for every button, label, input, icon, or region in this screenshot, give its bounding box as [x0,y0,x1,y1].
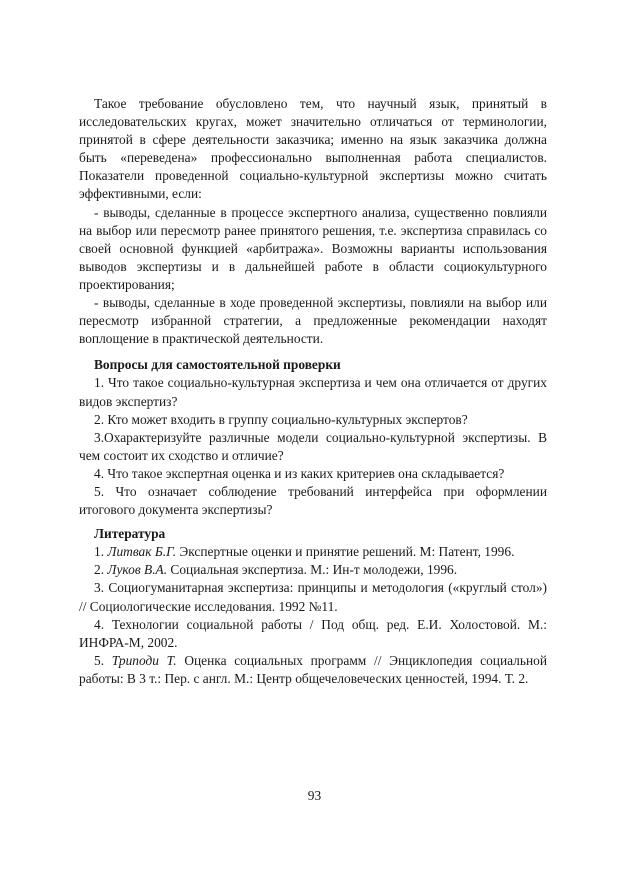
reference-author: Триподи Т. [111,652,177,668]
question-item: 4. Что такое экспертная оценка и из каких критериев она складывается? [94,465,505,481]
reference-text: Социальная экспертиза. М.: Ин-т молодежи, 1996. [167,562,458,578]
page-number: 93 [307,788,322,803]
question-item: 5. Что означает соблюдение требований интерфейса при оформлении итогового документа экспертизы? [79,483,547,518]
reference-text: Экспертные оценки и принятие решений. М: Патент, 1996. [176,544,515,560]
questions-section [79,356,547,519]
reference-number: 3. [94,580,109,596]
reference-number: 5. [94,652,112,668]
body-paragraph: - выводы, сделанные в ходе проведенной экспертизы, повлияли на выбор или пересмотр избранной стратегии, а предложенные рекомендации находят воплощение в практической деятельности. [79,295,547,347]
reference-text: Технологии социальной работы / Под общ. ред. Е.И. Холостовой. М.: ИНФРА-М, 2002. [79,616,547,650]
question-item: 3.Охарактеризуйте различные модели социально-культурной экспертизы. В чем состоит их сходство и отличие? [79,429,547,463]
questions-heading: Вопросы для самостоятельной проверки [94,357,341,373]
body-paragraph: Такое требование обусловлено тем, что научный язык, принятый в исследовательских кругах, может значительно отличаться от терминологии, принятой в сфере деятельности заказчика; именно на язык заказчика должна быть «переведена» профессионально выполненная работа специалистов. Показатели проведенной социально-культурной экспертизы можно считать эффективными, если: [79,96,547,202]
body-paragraph: - выводы, сделанные в процессе экспертного анализа, существенно повлияли на выбор или пересмотр ранее принятого решения, т.е. экспертиза справилась со своей основной функцией «арбитража». Возможны варианты использования выводов экспертизы и в дальнейшей работе в области социокультурного проектирования; [79,204,547,292]
reference-author: Луков В.А. [107,562,168,578]
literature-heading: Литература [94,526,166,542]
reference-item [79,579,547,615]
question-item: 1. Что такое социально-культурная экспертиза и чем она отличается от других видов экспертиз? [79,375,547,409]
reference-text: Социогуманитарная экспертиза: принципы и методология («круглый стол») // Социологические исследования. 1992 №11. [79,580,547,614]
reference-number: 1. [94,544,108,560]
page-content [79,95,547,688]
literature-section [79,525,547,688]
reference-item [79,616,547,652]
reference-author: Литвак Б.Г. [107,544,177,560]
reference-item [79,561,547,579]
reference-item [79,652,547,688]
reference-number: 2. [94,562,108,578]
reference-number: 4. [94,616,112,632]
question-item: 2. Кто может входить в группу социально-культурных экспертов? [94,411,468,427]
reference-text: Оценка социальных программ // Энциклопедия социальной работы: В 3 т.: Пер. с англ. М.: Центр общечеловеческих ценностей, 1994. Т. 2. [79,652,547,686]
reference-item [79,543,547,561]
